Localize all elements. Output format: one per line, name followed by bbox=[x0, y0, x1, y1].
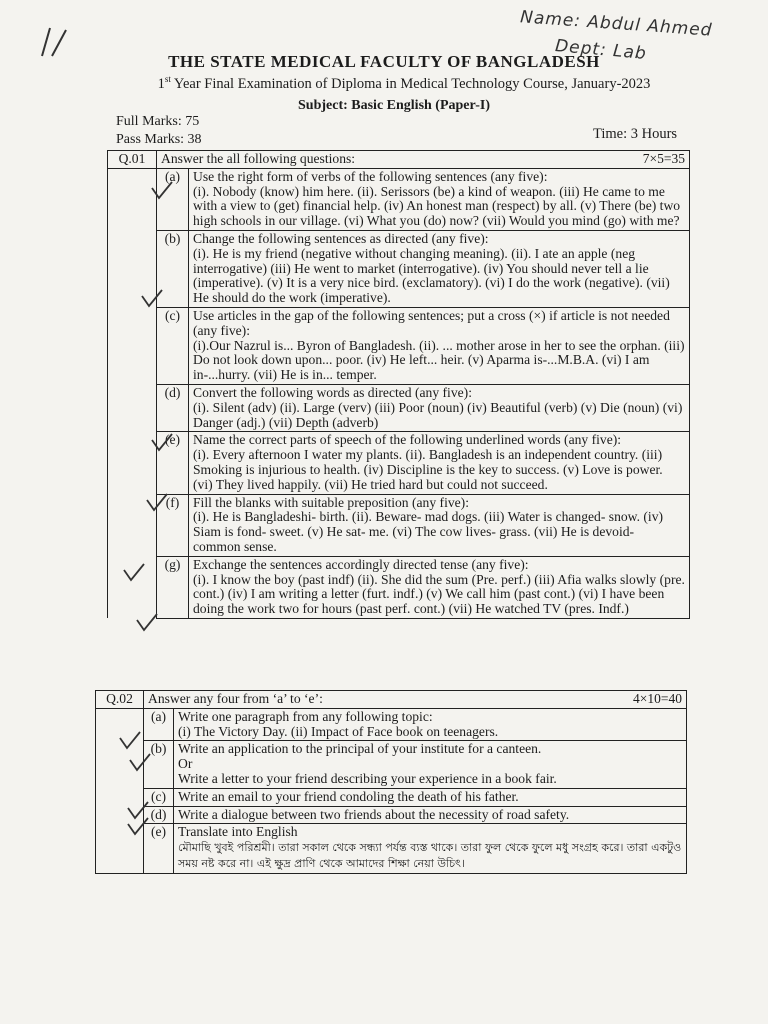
part-text: Exchange the sentences accordingly directed tense (any five): (i). I know the boy (past indf) (ii). She did the sum (Pre. perf.) (iii) Afia walks slowly (pre. cont.) (iv) I am writing a letter (furt. indf.) (v) We call him (past cont.) (vi) I have been doing the work two for hours (past perf. cont.) (vii) He watched TV (pres. Indf.) bbox=[189, 556, 690, 618]
part-text: Fill the blanks with suitable preposition (any five): (i). He is Bangladeshi- birth. (ii). Beware- mad dogs. (iii) Water is changed- snow. (iv) Siam is fond- sweet. (v) He sat- me. (vi) The cow lives- grass. (vii) He is devoid- common sense. bbox=[189, 494, 690, 556]
part-text: Use articles in the gap of the following sentences; put a cross (×) if article is not needed (any five): (i).Our Nazrul is... Byron of Bangladesh. (ii). ... mother arose in her to see the orphan. (iii) Do not look down upon... poor. (iv) He left... heir. (v) Aparma is-...M.B.A. (vi) I am in-...hurry. (vii) He is in... temper. bbox=[189, 307, 690, 384]
part-text: Write one paragraph from any following topic: (i) The Victory Day. (ii) Impact of Face book on teenagers. bbox=[174, 708, 687, 741]
part-label: (c) bbox=[157, 307, 189, 384]
bangla-passage: মৌমাছি খুবই পরিশ্রমী। তারা সকাল থেকে সন্ধ্যা পর্যন্ত ব্যস্ত থাকে। তারা ফুল থেকে ফুলে মধু সংগ্রহ করে। তারা একটুও সময় নষ্ট করে না। এই ক্ষুদ্র প্রাণি থেকে আমাদের শিক্ষা নেয়া উচিৎ। bbox=[178, 841, 682, 871]
part-label: (d) bbox=[144, 806, 174, 824]
part-label: (d) bbox=[157, 384, 189, 431]
exam-title: 1st Year Final Examination of Diploma in Medical Technology Course, January-2023 bbox=[157, 74, 651, 92]
part-label: (e) bbox=[157, 432, 189, 494]
part-label: (c) bbox=[144, 788, 174, 806]
handwritten-name: Name: Abdul Ahmed bbox=[519, 7, 714, 41]
handwritten-dept: Dept: Lab bbox=[554, 36, 648, 64]
part-text: Convert the following words as directed (any five): (i). Silent (adv) (ii). Large (verv) (iii) Poor (noun) (iv) Beautiful (verb) (v) Die (noun) (vi) Danger (adj.) (vii) Depth (adverb) bbox=[189, 384, 690, 431]
part-label: (a) bbox=[144, 708, 174, 741]
part-label: (b) bbox=[144, 741, 174, 788]
part-text: Name the correct parts of speech of the following underlined words (any five): (i). Every afternoon I water my plants. (ii). Bangladesh is an independent country. (iii) Smoking is injurious to health. (iv) Discipline is the key to success. (v) Love is power. (vi) They lived happily. (vii) He tried hard but could not succeed. bbox=[189, 432, 690, 494]
part-label: (a) bbox=[157, 168, 189, 230]
part-text: Write an application to the principal of your institute for a canteen. Or Write a letter to your friend describing your experience in a book fair. bbox=[174, 741, 687, 788]
part-text: Use the right form of verbs of the following sentences (any five): (i). Nobody (know) him here. (ii). Serissors (be) a kind of weapon. (iii) He came to me with a view to (get) financial help. (iv) An honest man (respect) by all. (v) There (be) two high schools in our village. (vi) What you (do) now? (vii) Would you mind (go) with me? bbox=[189, 168, 690, 230]
part-label: (g) bbox=[157, 556, 189, 618]
part-label: (b) bbox=[157, 230, 189, 307]
part-text bbox=[174, 824, 687, 874]
part-text: Write an email to your friend condoling the death of his father. bbox=[174, 788, 687, 806]
part-text: Change the following sentences as directed (any five): (i). He is my friend (negative without changing meaning). (ii). I ate an apple (neg interrogative) (iii) He went to market (interrogative). (iv) You should never tell a lie (imperative). (v) It is a very nice bird. (exclamatory). (vi) I do the work (negative). (vii) He should do the work (imperative). bbox=[189, 230, 690, 307]
subject-title: Subject: Basic English (Paper-I) bbox=[298, 98, 490, 113]
check-mark-icon bbox=[126, 816, 150, 838]
pass-marks: Pass Marks: 38 bbox=[116, 132, 202, 147]
part-label: (e) bbox=[144, 824, 174, 874]
part-text: Write a dialogue between two friends about the necessity of road safety. bbox=[174, 806, 687, 824]
check-mark-icon bbox=[140, 288, 164, 310]
question-2-table bbox=[95, 690, 687, 874]
check-mark-icon bbox=[128, 752, 152, 774]
check-mark-icon bbox=[122, 562, 146, 584]
institution-title: THE STATE MEDICAL FACULTY OF BANGLADESH bbox=[168, 52, 600, 71]
check-mark-icon bbox=[145, 492, 169, 514]
translate-instruction: Translate into English bbox=[178, 824, 298, 840]
question-number: Q.01 bbox=[108, 151, 157, 169]
question-instruction: Answer any four from ‘a’ to ‘e’: 4×10=40 bbox=[144, 691, 687, 709]
question-1-table bbox=[107, 150, 690, 619]
full-marks: Full Marks: 75 bbox=[116, 114, 200, 129]
question-instruction: Answer the all following questions: 7×5=35 bbox=[157, 151, 690, 169]
check-mark-icon bbox=[150, 432, 174, 454]
question-marks: 4×10=40 bbox=[633, 691, 682, 706]
check-mark-icon bbox=[118, 730, 142, 752]
question-marks: 7×5=35 bbox=[642, 151, 685, 166]
question-number: Q.02 bbox=[96, 691, 144, 709]
part-label: (f) bbox=[157, 494, 189, 556]
check-mark-icon bbox=[135, 612, 159, 634]
exam-time: Time: 3 Hours bbox=[593, 126, 678, 142]
check-mark-icon bbox=[150, 180, 174, 202]
